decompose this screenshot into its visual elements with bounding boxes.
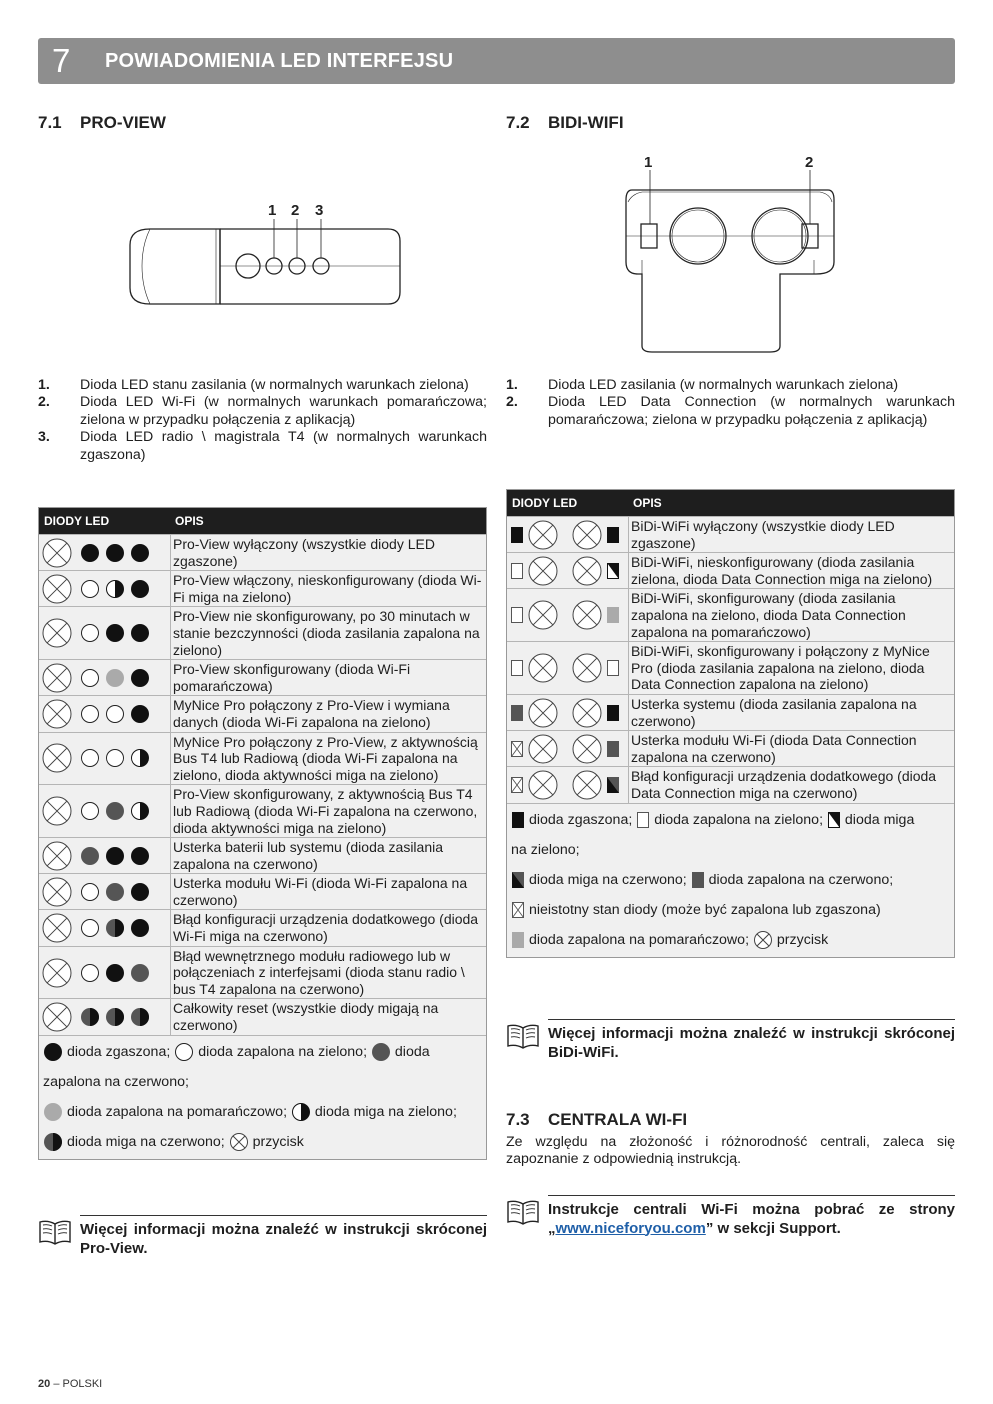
table-row bbox=[39, 732, 486, 785]
legend-text: dioda zapalona na pomarańczowo; bbox=[528, 931, 750, 948]
row-description: Pro-View nie skonfigurowany, po 30 minutach w stanie bezczynności (dioda zasilania zapalona na zielono) bbox=[173, 608, 480, 658]
button-icon bbox=[572, 653, 602, 683]
led-red-icon bbox=[80, 846, 100, 866]
led-states bbox=[507, 695, 629, 730]
legend-red-icon bbox=[371, 1044, 391, 1060]
row-description: Pro-View wyłączony (wszystkie diody LED zgaszone) bbox=[173, 536, 435, 569]
chapter-header bbox=[38, 38, 955, 84]
legend-off-icon bbox=[43, 1044, 63, 1060]
button-icon bbox=[42, 538, 72, 568]
led-blink-green-icon bbox=[130, 801, 150, 821]
pro-view-led-table bbox=[38, 507, 487, 1160]
button-icon bbox=[572, 556, 602, 586]
row-description: Błąd wewnętrznego modułu radiowego lub w połączeniach z interfejsami (dioda stanu radio \ bus T4 zapalona na czerwono) bbox=[173, 947, 465, 997]
niceforyou-link[interactable]: www.niceforyou.com bbox=[555, 1219, 706, 1237]
led-states bbox=[39, 607, 171, 659]
row-description: BiDi-WiFi, skonfigurowany i połączony z MyNice Pro (dioda zasilania zapalona na zielono, dioda Data Connection zapalona na zielono) bbox=[631, 643, 930, 693]
item-text: Dioda LED Wi-Fi (w normalnych warunkach pomarańczowa; zielona w przypadku połączenia z aplikacją) bbox=[80, 394, 487, 428]
led-green-icon bbox=[510, 605, 524, 625]
item-key: 3. bbox=[38, 429, 50, 446]
table-row bbox=[39, 998, 486, 1034]
button-icon bbox=[528, 653, 558, 683]
led-states bbox=[39, 838, 171, 873]
list-item bbox=[506, 377, 955, 394]
page-footer bbox=[38, 1378, 102, 1390]
led-green-icon bbox=[80, 748, 100, 768]
legend-text: przycisk bbox=[252, 1133, 304, 1150]
item-text: Dioda LED stanu zasilania (w normalnych warunkach zielona) bbox=[80, 377, 469, 393]
row-description: Całkowity reset (wszystkie diody migają na czerwono) bbox=[173, 1000, 439, 1034]
row-description: Pro-View skonfigurowany (dioda Wi-Fi pomarańczowa) bbox=[173, 661, 411, 694]
led-red-icon bbox=[510, 703, 524, 723]
led-any-icon bbox=[510, 739, 524, 759]
section-title: CENTRALA WI-FI bbox=[548, 1110, 688, 1129]
led-off-icon bbox=[130, 579, 150, 599]
led-any-icon bbox=[510, 775, 524, 795]
row-description: Usterka modułu Wi-Fi (dioda Data Connection zapalona na czerwono) bbox=[631, 732, 917, 765]
led-green-icon bbox=[510, 561, 524, 581]
led-blink-red-icon bbox=[606, 775, 620, 795]
led-off-icon bbox=[80, 543, 100, 563]
led-orange-icon bbox=[606, 605, 620, 625]
led-states bbox=[39, 999, 171, 1034]
led-red-icon bbox=[606, 739, 620, 759]
legend-text: dioda zapalona na zielono; bbox=[198, 1043, 368, 1060]
table-row bbox=[507, 694, 954, 730]
section-title: PRO-VIEW bbox=[80, 113, 166, 132]
led-states bbox=[507, 589, 629, 641]
led-green-icon bbox=[80, 918, 100, 938]
chapter-title: POWIADOMIENIA LED INTERFEJSU bbox=[105, 50, 454, 72]
table-body bbox=[507, 516, 954, 803]
row-description: MyNice Pro połączony z Pro-View, z aktywnością Bus T4 lub Radiową (dioda Wi-Fi zapalona na zielono, dioda aktywności miga na zielono) bbox=[173, 733, 478, 783]
legend-text: dioda zapalona na czerwono; bbox=[708, 871, 894, 888]
legend-text: zapalona na czerwono; bbox=[43, 1073, 189, 1090]
table-row bbox=[39, 570, 486, 606]
col-diody-led: DIODY LED bbox=[44, 514, 110, 528]
legend-button-icon bbox=[753, 932, 773, 948]
led-blink-red-icon bbox=[80, 1007, 100, 1027]
led-green-icon bbox=[606, 658, 620, 678]
button-icon bbox=[42, 1002, 72, 1032]
table-row bbox=[507, 552, 954, 588]
bidi-wifi-led-list bbox=[506, 377, 955, 429]
legend-text: dioda zgaszona; bbox=[66, 1043, 171, 1060]
led-states bbox=[39, 910, 171, 945]
note-text-b: ” w sekcji Support. bbox=[705, 1219, 841, 1237]
led-blink-red-icon bbox=[105, 1007, 125, 1027]
diagram-label-2: 2 bbox=[291, 202, 300, 219]
led-green-icon bbox=[80, 623, 100, 643]
led-states bbox=[39, 874, 171, 909]
button-icon bbox=[42, 663, 72, 693]
led-blink-green-icon bbox=[105, 579, 125, 599]
button-icon bbox=[42, 699, 72, 729]
list-item bbox=[38, 377, 487, 394]
led-off-icon bbox=[130, 704, 150, 724]
legend-text: dioda bbox=[394, 1043, 430, 1060]
led-blink-green-icon bbox=[606, 561, 620, 581]
led-orange-icon bbox=[105, 668, 125, 688]
item-text: Dioda LED Data Connection (w normalnych warunkach pomarańczowa; zielona w przypadku połączenia z aplikacją) bbox=[548, 394, 955, 428]
section-title: BIDI-WIFI bbox=[548, 113, 624, 132]
note-text: Więcej informacji można znaleźć w instrukcji skróconej BiDi-WiFi. bbox=[548, 1025, 955, 1061]
table-row bbox=[507, 641, 954, 694]
led-states bbox=[507, 767, 629, 802]
button-icon bbox=[42, 743, 72, 773]
led-off-icon bbox=[130, 668, 150, 688]
list-item bbox=[38, 429, 487, 464]
row-description: BiDi-WiFi, skonfigurowany (dioda zasilania zapalona na zielono, dioda Data Connection zapalona na pomarańczowo) bbox=[631, 590, 906, 640]
book-icon bbox=[38, 1219, 72, 1247]
table-row bbox=[507, 730, 954, 766]
note-text-a: Instrukcje centrali Wi-Fi można pobrać ze strony „ bbox=[548, 1201, 955, 1237]
led-green-icon bbox=[80, 801, 100, 821]
legend-blink-green-icon bbox=[291, 1104, 311, 1120]
section-number: 7.2 bbox=[506, 113, 530, 132]
table-row bbox=[39, 534, 486, 570]
legend-blink-green-icon bbox=[827, 812, 841, 828]
footer-language: – POLSKI bbox=[53, 1378, 103, 1390]
led-states bbox=[39, 785, 171, 837]
button-icon bbox=[42, 958, 72, 988]
item-key: 1. bbox=[38, 377, 50, 393]
centrala-note bbox=[506, 1195, 955, 1243]
book-icon bbox=[506, 1023, 540, 1051]
led-blink-green-icon bbox=[130, 748, 150, 768]
note-text bbox=[548, 1201, 955, 1238]
legend-text: nieistotny stan diody (może być zapalona lub zgaszona) bbox=[528, 901, 881, 918]
bidi-wifi-diagram bbox=[620, 150, 840, 360]
row-description: Błąd konfiguracji urządzenia dodatkowego (dioda Data Connection miga na czerwono) bbox=[631, 768, 937, 801]
pro-view-diagram bbox=[120, 195, 410, 310]
led-green-icon bbox=[105, 748, 125, 768]
table-row bbox=[39, 946, 486, 999]
button-icon bbox=[42, 913, 72, 943]
button-icon bbox=[572, 698, 602, 728]
led-off-icon bbox=[130, 918, 150, 938]
item-text: Dioda LED zasilania (w normalnych warunkach zielona) bbox=[548, 377, 899, 393]
led-states bbox=[39, 733, 171, 785]
led-blink-red-icon bbox=[105, 918, 125, 938]
section-7-3-heading bbox=[506, 1110, 687, 1130]
button-icon bbox=[572, 520, 602, 550]
legend-button-icon bbox=[229, 1134, 249, 1150]
legend-text: dioda miga na czerwono; bbox=[66, 1133, 225, 1150]
section-7-1-heading bbox=[38, 113, 166, 133]
button-icon bbox=[42, 618, 72, 648]
legend-red-icon bbox=[691, 872, 705, 888]
table-legend bbox=[39, 1035, 486, 1159]
note-rule bbox=[548, 1195, 955, 1196]
led-off-icon bbox=[105, 846, 125, 866]
led-green-icon bbox=[80, 704, 100, 724]
led-states bbox=[39, 571, 171, 606]
button-icon bbox=[42, 841, 72, 871]
note-text: Więcej informacji można znaleźć w instrukcji skróconej Pro-View. bbox=[80, 1221, 487, 1257]
pro-view-led-list bbox=[38, 377, 487, 464]
legend-blink-red-icon bbox=[43, 1134, 63, 1150]
table-row bbox=[507, 516, 954, 552]
led-states bbox=[39, 696, 171, 731]
legend-orange-icon bbox=[43, 1104, 63, 1120]
led-blink-red-icon bbox=[130, 1007, 150, 1027]
legend-text: dioda miga na zielono; bbox=[314, 1103, 457, 1120]
led-states bbox=[507, 517, 629, 552]
button-icon bbox=[528, 520, 558, 550]
col-opis: OPIS bbox=[633, 496, 662, 510]
list-item bbox=[38, 394, 487, 429]
section-number: 7.3 bbox=[506, 1110, 530, 1129]
button-icon bbox=[528, 734, 558, 764]
led-off-icon bbox=[130, 543, 150, 563]
row-description: BiDi-WiFi, nieskonfigurowany (dioda zasilania zielona, dioda Data Connection miga na zielono) bbox=[631, 554, 933, 587]
led-green-icon bbox=[105, 704, 125, 724]
section-number: 7.1 bbox=[38, 113, 62, 132]
item-text: Dioda LED radio \ magistrala T4 (w normalnych warunkach zgaszona) bbox=[80, 429, 487, 463]
table-row bbox=[507, 588, 954, 641]
button-icon bbox=[528, 770, 558, 800]
led-green-icon bbox=[80, 882, 100, 902]
led-red-icon bbox=[130, 963, 150, 983]
pro-view-note bbox=[38, 1215, 487, 1263]
button-icon bbox=[42, 574, 72, 604]
table-row bbox=[39, 659, 486, 695]
table-header bbox=[507, 490, 954, 516]
led-off-icon bbox=[105, 963, 125, 983]
legend-text: dioda zgaszona; bbox=[528, 811, 633, 828]
row-description: Pro-View włączony, nieskonfigurowany (dioda Wi-Fi miga na zielono) bbox=[173, 572, 482, 605]
item-key: 2. bbox=[506, 394, 518, 411]
list-item bbox=[506, 394, 955, 429]
led-green-icon bbox=[80, 668, 100, 688]
led-off-icon bbox=[606, 525, 620, 545]
legend-text: dioda miga na czerwono; bbox=[528, 871, 687, 888]
row-description: Usterka modułu Wi-Fi (dioda Wi-Fi zapalona na czerwono) bbox=[173, 875, 468, 908]
legend-off-icon bbox=[511, 812, 525, 828]
note-rule bbox=[80, 1215, 487, 1216]
bidi-wifi-led-table bbox=[506, 489, 955, 958]
legend-text: dioda miga bbox=[844, 811, 915, 828]
table-row bbox=[507, 766, 954, 802]
led-off-icon bbox=[105, 543, 125, 563]
led-off-icon bbox=[510, 525, 524, 545]
legend-blink-red-icon bbox=[511, 872, 525, 888]
row-description: MyNice Pro połączony z Pro-View i wymiana danych (dioda Wi-Fi zapalona na zielono) bbox=[173, 697, 450, 730]
led-green-icon bbox=[80, 579, 100, 599]
led-red-icon bbox=[105, 801, 125, 821]
col-diody-led: DIODY LED bbox=[512, 496, 578, 510]
note-rule bbox=[548, 1019, 955, 1020]
led-states bbox=[39, 535, 171, 570]
table-body bbox=[39, 534, 486, 1035]
led-off-icon bbox=[130, 846, 150, 866]
legend-any-icon bbox=[511, 902, 525, 918]
diagram-label-1: 1 bbox=[644, 154, 653, 171]
table-row bbox=[39, 784, 486, 837]
page-number: 20 bbox=[38, 1378, 51, 1390]
section-7-2-heading bbox=[506, 113, 624, 133]
diagram-label-3: 3 bbox=[315, 202, 324, 219]
row-description: BiDi-WiFi wyłączony (wszystkie diody LED zgaszone) bbox=[631, 518, 895, 551]
table-row bbox=[39, 606, 486, 659]
legend-text: dioda zapalona na pomarańczowo; bbox=[66, 1103, 288, 1120]
row-description: Usterka baterii lub systemu (dioda zasilania zapalona na czerwono) bbox=[173, 839, 444, 872]
legend-orange-icon bbox=[511, 932, 525, 948]
diagram-label-1: 1 bbox=[268, 202, 277, 219]
led-states bbox=[39, 947, 171, 999]
led-green-icon bbox=[510, 658, 524, 678]
button-icon bbox=[572, 734, 602, 764]
led-red-icon bbox=[105, 882, 125, 902]
led-off-icon bbox=[130, 623, 150, 643]
button-icon bbox=[572, 600, 602, 630]
led-states bbox=[507, 553, 629, 588]
led-states bbox=[39, 660, 171, 695]
legend-text: przycisk bbox=[776, 931, 829, 948]
button-icon bbox=[528, 556, 558, 586]
button-icon bbox=[42, 877, 72, 907]
row-description: Błąd konfiguracji urządzenia dodatkowego (dioda Wi-Fi miga na czerwono) bbox=[173, 911, 479, 945]
table-row bbox=[39, 695, 486, 731]
button-icon bbox=[528, 600, 558, 630]
book-icon bbox=[506, 1199, 540, 1227]
led-green-icon bbox=[80, 963, 100, 983]
led-off-icon bbox=[105, 623, 125, 643]
button-icon bbox=[528, 698, 558, 728]
item-key: 2. bbox=[38, 394, 50, 411]
led-off-icon bbox=[130, 882, 150, 902]
chapter-number: 7 bbox=[52, 42, 71, 79]
button-icon bbox=[572, 770, 602, 800]
diagram-label-2: 2 bbox=[805, 154, 814, 171]
col-opis: OPIS bbox=[175, 514, 204, 528]
row-description: Usterka systemu (dioda zasilania zapalona na czerwono) bbox=[631, 695, 917, 729]
section-7-3-text: Ze względu na złożoność i różnorodność centrali, zaleca się zapoznanie z odpowiednią instrukcją. bbox=[506, 1134, 955, 1168]
led-off-icon bbox=[606, 703, 620, 723]
legend-text: dioda zapalona na zielono; bbox=[654, 811, 824, 828]
legend-green-icon bbox=[636, 812, 650, 828]
led-states bbox=[507, 731, 629, 766]
table-header bbox=[39, 508, 486, 534]
button-icon bbox=[42, 796, 72, 826]
bidi-wifi-note bbox=[506, 1019, 955, 1067]
legend-text: na zielono; bbox=[511, 841, 580, 858]
led-states bbox=[507, 642, 629, 694]
row-description: Pro-View skonfigurowany, z aktywnością Bus T4 lub Radiową (dioda Wi-Fi zapalona na czerwono, dioda aktywności miga na zielono) bbox=[173, 786, 478, 836]
item-key: 1. bbox=[506, 377, 518, 393]
table-row bbox=[39, 837, 486, 873]
table-legend bbox=[507, 803, 954, 957]
legend-green-icon bbox=[174, 1044, 194, 1060]
table-row bbox=[39, 873, 486, 909]
table-row bbox=[39, 909, 486, 945]
